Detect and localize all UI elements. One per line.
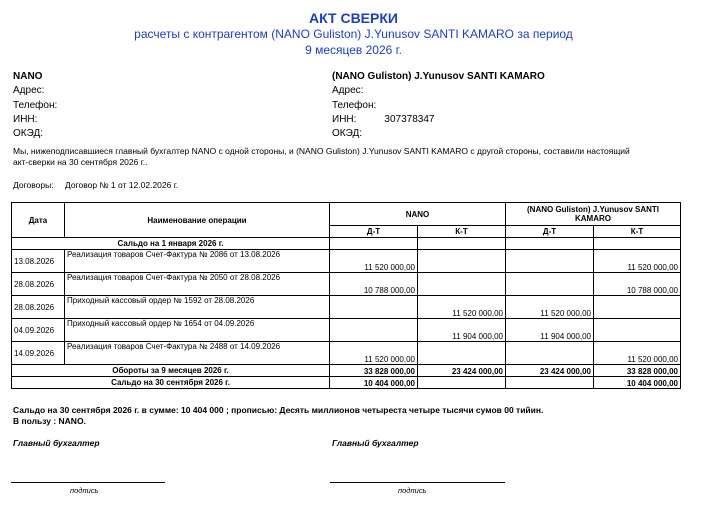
row-nano-kt — [418, 250, 506, 273]
closing-partner-kt: 10 404 000,00 — [594, 377, 681, 389]
closing-partner-dt — [506, 377, 594, 389]
row-operation: Приходный кассовый ордер № 1592 от 28.08.2026 — [65, 296, 330, 319]
row-operation: Приходный кассовый ордер № 1654 от 04.09.2026 — [65, 319, 330, 342]
row-partner-dt: 11 520 000,00 — [506, 296, 594, 319]
header-partner-dt: Д-Т — [506, 226, 594, 238]
header-date: Дата — [12, 203, 65, 238]
party-left-phone-label: Телефон: — [13, 99, 58, 111]
signature-right-title: Главный бухгалтер — [332, 438, 419, 448]
row-operation: Реализация товаров Счет-Фактура № 2050 от 28.08.2026 — [65, 273, 330, 296]
row-partner-kt: 11 520 000,00 — [594, 250, 681, 273]
closing-nano-kt — [418, 377, 506, 389]
header-partner — [506, 203, 681, 226]
turnover-label: Обороты за 9 месяцев 2026 г. — [12, 365, 330, 377]
table-row — [12, 296, 681, 319]
party-right-name: (NANO Guliston) J.Yunusov SANTI KAMARO — [332, 71, 545, 82]
party-left — [13, 70, 57, 141]
summary-line-1: Сальдо на 30 сентября 2026 г. в сумме: 10 404 000 ; прописью: Десять миллионов четыреста четыре тысячи сумов 00 тийин. — [13, 405, 544, 415]
header-nano: NANO — [330, 203, 506, 226]
opening-nano-kt — [418, 238, 506, 250]
intro-line-1: Мы, нижеподписавшиеся главный бухгалтер NANO с одной стороны, и (NANO Guliston) J.Yunusov SANTI KAMARO с другой стороны, составили настоящий — [13, 146, 630, 156]
party-right-okad-label: ОКЭД: — [332, 128, 363, 140]
party-left-inn-label: ИНН: — [13, 113, 38, 125]
table-row — [12, 342, 681, 365]
party-right-inn-value: 307378347 — [384, 113, 435, 125]
row-nano-dt: 11 520 000,00 — [330, 342, 418, 365]
row-partner-kt: 11 520 000,00 — [594, 342, 681, 365]
contracts-value: Договор № 1 от 12.02.2026 г. — [65, 180, 179, 190]
party-left-name: NANO — [13, 71, 43, 82]
opening-partner-kt — [594, 238, 681, 250]
row-nano-dt: 10 788 000,00 — [330, 273, 418, 296]
turnover-partner-kt: 33 828 000,00 — [594, 365, 681, 377]
turnover-partner-dt: 23 424 000,00 — [506, 365, 594, 377]
signature-left-title: Главный бухгалтер — [13, 438, 100, 448]
contracts-label: Договоры: — [13, 180, 54, 190]
row-partner-dt — [506, 250, 594, 273]
row-partner-kt — [594, 319, 681, 342]
row-nano-dt: 11 520 000,00 — [330, 250, 418, 273]
header-partner-kt: К-Т — [594, 226, 681, 238]
opening-partner-dt — [506, 238, 594, 250]
header-partner-line1: (NANO Guliston) J.Yunusov SANTI — [527, 205, 660, 214]
closing-label: Сальдо на 30 сентября 2026 г. — [12, 377, 330, 389]
party-left-okad-label: ОКЭД: — [13, 128, 44, 140]
table-row — [12, 319, 681, 342]
row-nano-kt: 11 904 000,00 — [418, 319, 506, 342]
row-partner-kt: 10 788 000,00 — [594, 273, 681, 296]
summary-line-2: В пользу : NANO. — [13, 416, 86, 426]
signature-left-line — [11, 482, 165, 483]
row-date: 14.09.2026 — [12, 342, 65, 365]
table-row — [12, 273, 681, 296]
turnover-nano-dt: 33 828 000,00 — [330, 365, 418, 377]
reconciliation-table — [11, 202, 681, 389]
document-period: 9 месяцев 2026 г. — [305, 43, 402, 57]
row-nano-kt: 11 520 000,00 — [418, 296, 506, 319]
header-nano-kt: К-Т — [418, 226, 506, 238]
signature-right-caption: подпись — [398, 486, 427, 495]
document-subtitle: расчеты с контрагентом (NANO Guliston) J.Yunusov SANTI KAMARO за период — [134, 27, 573, 41]
closing-row — [12, 377, 681, 389]
party-right-phone-label: Телефон: — [332, 99, 377, 111]
document-title: АКТ СВЕРКИ — [309, 10, 398, 26]
row-date: 04.09.2026 — [12, 319, 65, 342]
header-partner-line2: KAMARO — [575, 214, 611, 223]
row-operation: Реализация товаров Счет-Фактура № 2488 от 14.09.2026 — [65, 342, 330, 365]
header-operation: Наименование операции — [65, 203, 330, 238]
row-operation: Реализация товаров Счет-Фактура № 2086 от 13.08.2026 — [65, 250, 330, 273]
intro-line-2: акт-сверки на 30 сентября 2026 г.. — [13, 157, 148, 167]
row-date: 28.08.2026 — [12, 273, 65, 296]
signature-left-caption: подпись — [70, 486, 99, 495]
header-nano-dt: Д-Т — [330, 226, 418, 238]
party-right-address-label: Адрес: — [332, 85, 364, 97]
row-partner-dt — [506, 342, 594, 365]
row-partner-dt — [506, 273, 594, 296]
signature-right-line — [330, 482, 505, 483]
row-partner-dt: 11 904 000,00 — [506, 319, 594, 342]
row-nano-dt — [330, 319, 418, 342]
row-nano-dt — [330, 296, 418, 319]
party-right-inn-label: ИНН: — [332, 113, 357, 125]
row-nano-kt — [418, 342, 506, 365]
row-nano-kt — [418, 273, 506, 296]
turnover-row — [12, 365, 681, 377]
closing-nano-dt: 10 404 000,00 — [330, 377, 418, 389]
opening-nano-dt — [330, 238, 418, 250]
row-date: 28.08.2026 — [12, 296, 65, 319]
table-row — [12, 250, 681, 273]
row-date: 13.08.2026 — [12, 250, 65, 273]
row-partner-kt — [594, 296, 681, 319]
party-right-inn-row — [332, 113, 545, 127]
opening-balance-label: Сальдо на 1 января 2026 г. — [12, 238, 330, 250]
party-left-address-label: Адрес: — [13, 85, 45, 97]
turnover-nano-kt: 23 424 000,00 — [418, 365, 506, 377]
party-right — [332, 70, 545, 141]
